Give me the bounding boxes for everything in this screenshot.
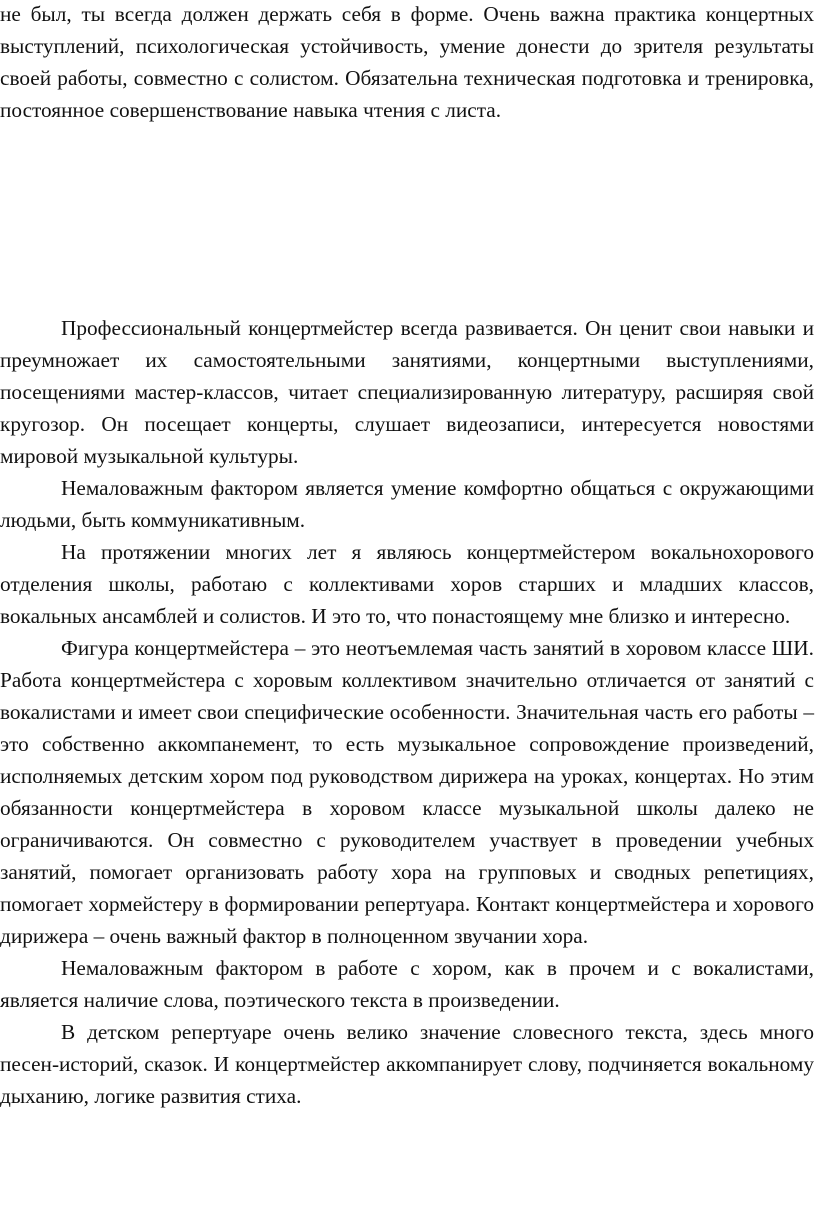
paragraph-professional-development: Профессиональный концертмейстер всегда развивается. Он ценит свои навыки и преумножает их самостоятельными занятиями, концертными выступлениями, посещениями мастер-классов, читает специализированную литературу, расширяя свой кругозор. Он посещает концерты, слушает видеозаписи, интересуется новостями мировой музыкальной культуры. — [0, 316, 814, 468]
paragraph-continuation: не был, ты всегда должен держать себя в форме. Очень важна практика концертных выступлений, психологическая устойчивость, умение донести до зрителя результаты своей работы, совместно с солистом. Обязательна техническая подготовка и тренировка, постоянное совершенствование навыка чтения с листа. — [0, 2, 814, 122]
main-text-block — [0, 312, 814, 1112]
paragraph-children-repertoire: В детском репертуаре очень велико значение словесного текста, здесь много песен-историй, сказок. И концертмейстер аккомпанирует слову, подчиняется вокальному дыханию, логике развития стиха. — [0, 1020, 814, 1108]
paragraph-words-importance: Немаловажным фактором в работе с хором, как в прочем и с вокалистами, является наличие слова, поэтического текста в произведении. — [0, 956, 814, 1012]
paragraph-communication: Немаловажным фактором является умение комфортно общаться с окружающими людьми, быть коммуникативным. — [0, 476, 814, 532]
top-text-block — [0, 0, 814, 126]
paragraph-choir-accompanist-role: Фигура концертмейстера – это неотъемлемая часть занятий в хоровом классе ШИ. Работа концертмейстера с хоровым коллективом значительно отличается от занятий с вокалистами и имеет свои специфические особенности. Значительная часть его работы – это собственно аккомпанемент, то есть музыкальное сопровождение произведений, исполняемых детским хором под руководством дирижера на уроках, концертах. Но этим обязанности концертмейстера в хоровом классе музыкальной школы далеко не ограничиваются. Он совместно с руководителем участвует в проведении учебных занятий, помогает организовать работу хора на групповых и сводных репетициях, помогает хормейстеру в формировании репертуара. Контакт концертмейстера и хорового дирижера – очень важный фактор в полноценном звучании хора. — [0, 636, 814, 948]
paragraph-experience: На протяжении многих лет я являюсь концертмейстером вокальнохорового отделения школы, работаю с коллективами хоров старших и младших классов, вокальных ансамблей и солистов. И это то, что понастоящему мне близко и интересно. — [0, 540, 814, 628]
